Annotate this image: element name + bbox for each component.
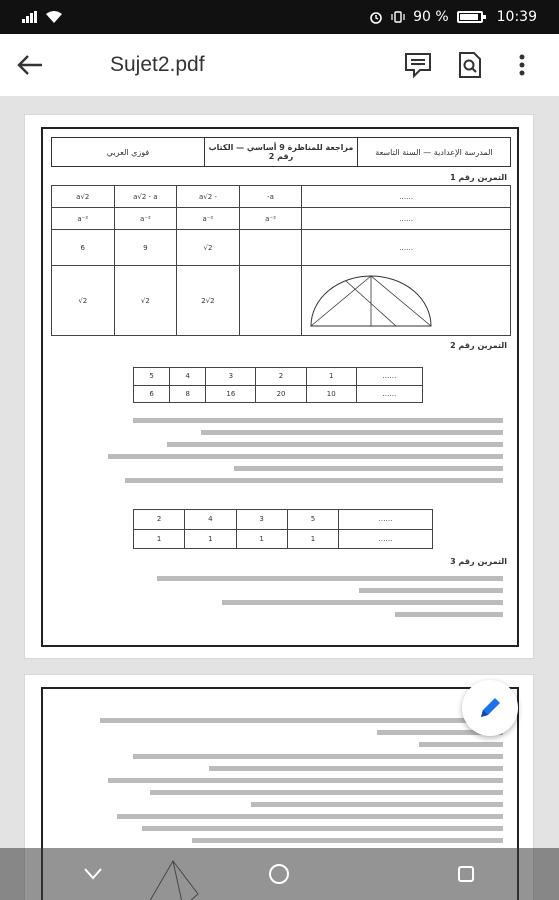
pencil-edit-icon: [477, 695, 503, 721]
table-cell: 1: [287, 529, 338, 549]
table-cell: a⁻²: [114, 208, 177, 230]
table-cell: 5: [134, 368, 170, 386]
exercise-3-lines: [143, 569, 503, 624]
battery-icon: [457, 11, 483, 23]
table-cell: 5: [287, 510, 338, 530]
table-cell: 3: [236, 510, 287, 530]
questions-block: [83, 411, 503, 490]
more-options-button[interactable]: [507, 50, 537, 80]
table-cell: [239, 266, 302, 336]
alarm-icon: [369, 10, 383, 24]
exercise-2-title: التمرين رقم 2: [450, 341, 507, 350]
table-cell: 16: [206, 385, 256, 403]
table-cell: ……: [339, 510, 433, 530]
table-cell: √2: [114, 266, 177, 336]
clock: 10:39: [496, 9, 537, 25]
table-cell: a√2 -: [177, 186, 240, 208]
nav-recents-button[interactable]: [455, 863, 477, 885]
nav-recents-icon: [457, 865, 475, 883]
search-in-doc-button[interactable]: [455, 50, 485, 80]
table-value: 6: [52, 230, 115, 266]
semicircle-figure: [306, 271, 436, 331]
comment-button[interactable]: [403, 50, 433, 80]
table-cell: 3: [206, 368, 256, 386]
wifi-icon: [46, 11, 62, 23]
table-cell: a√2: [52, 186, 115, 208]
system-nav-bar: [0, 848, 559, 900]
table-cell: a⁻²: [239, 208, 302, 230]
table-cell: 20: [256, 385, 306, 403]
pdf-page-1: [24, 114, 534, 659]
vibrate-icon: [391, 10, 405, 24]
search-in-doc-icon: [457, 51, 483, 79]
header-left: فوزي العربي: [106, 147, 150, 157]
app-bar: [0, 34, 559, 96]
table-cell: 6: [134, 385, 170, 403]
exercise-2-table: [133, 367, 423, 403]
table-cell: ……: [302, 208, 511, 230]
exercise-3-title: التمرين رقم 3: [450, 557, 507, 566]
table-cell: 8: [170, 385, 206, 403]
comment-icon: [404, 52, 432, 78]
status-bar: [0, 0, 559, 34]
exercise-1-title: التمرين رقم 1: [450, 173, 507, 182]
page-2-lines: [83, 711, 503, 850]
table-cell: 9: [114, 230, 177, 266]
table-cell: -a: [239, 186, 302, 208]
nav-home-icon: [268, 863, 290, 885]
header-center: مراجعة للمناظرة 9 أساسي — الكتاب رقم 2: [204, 138, 357, 166]
more-vert-icon: [519, 53, 525, 77]
exam-header: [51, 137, 511, 167]
page-frame: [41, 127, 519, 647]
table-cell: ……: [302, 186, 511, 208]
battery-percent: 90 %: [413, 9, 449, 25]
table-cell: a√2 - a: [114, 186, 177, 208]
semicircle-figure-cell: [302, 266, 511, 336]
nav-home-button[interactable]: [268, 863, 290, 885]
arrow-back-icon: [17, 54, 43, 76]
table-value: √2: [52, 266, 115, 336]
table-cell: 4: [185, 510, 236, 530]
table-cell: ……: [356, 368, 422, 386]
nav-back-button[interactable]: [82, 863, 104, 885]
table-cell: 10: [306, 385, 356, 403]
table-cell: 1: [236, 529, 287, 549]
signal-icon: [22, 11, 38, 23]
table-cell: 1: [185, 529, 236, 549]
nav-back-icon: [83, 867, 103, 881]
table-cell: a⁻²: [177, 208, 240, 230]
back-button[interactable]: [0, 34, 60, 96]
table-cell: a⁻²: [52, 208, 115, 230]
table-cell: 2: [134, 510, 185, 530]
table-value: 2√2: [177, 266, 240, 336]
edit-fab[interactable]: [462, 680, 518, 736]
pdf-viewer[interactable]: [0, 96, 559, 900]
table-cell: ……: [302, 230, 511, 266]
table-cell: ……: [339, 529, 433, 549]
table-cell: 4: [170, 368, 206, 386]
table-cell: 1: [134, 529, 185, 549]
document-title: Sujet2.pdf: [110, 53, 205, 76]
exercise-2-table-b: [133, 509, 433, 549]
header-right: المدرسة الإعدادية — السنة التاسعة: [357, 138, 510, 166]
table-cell: ……: [356, 385, 422, 403]
table-cell: 2: [256, 368, 306, 386]
table-cell: [239, 230, 302, 266]
table-cell: √2: [177, 230, 240, 266]
exercise-1-table: [51, 185, 511, 336]
table-cell: 1: [306, 368, 356, 386]
